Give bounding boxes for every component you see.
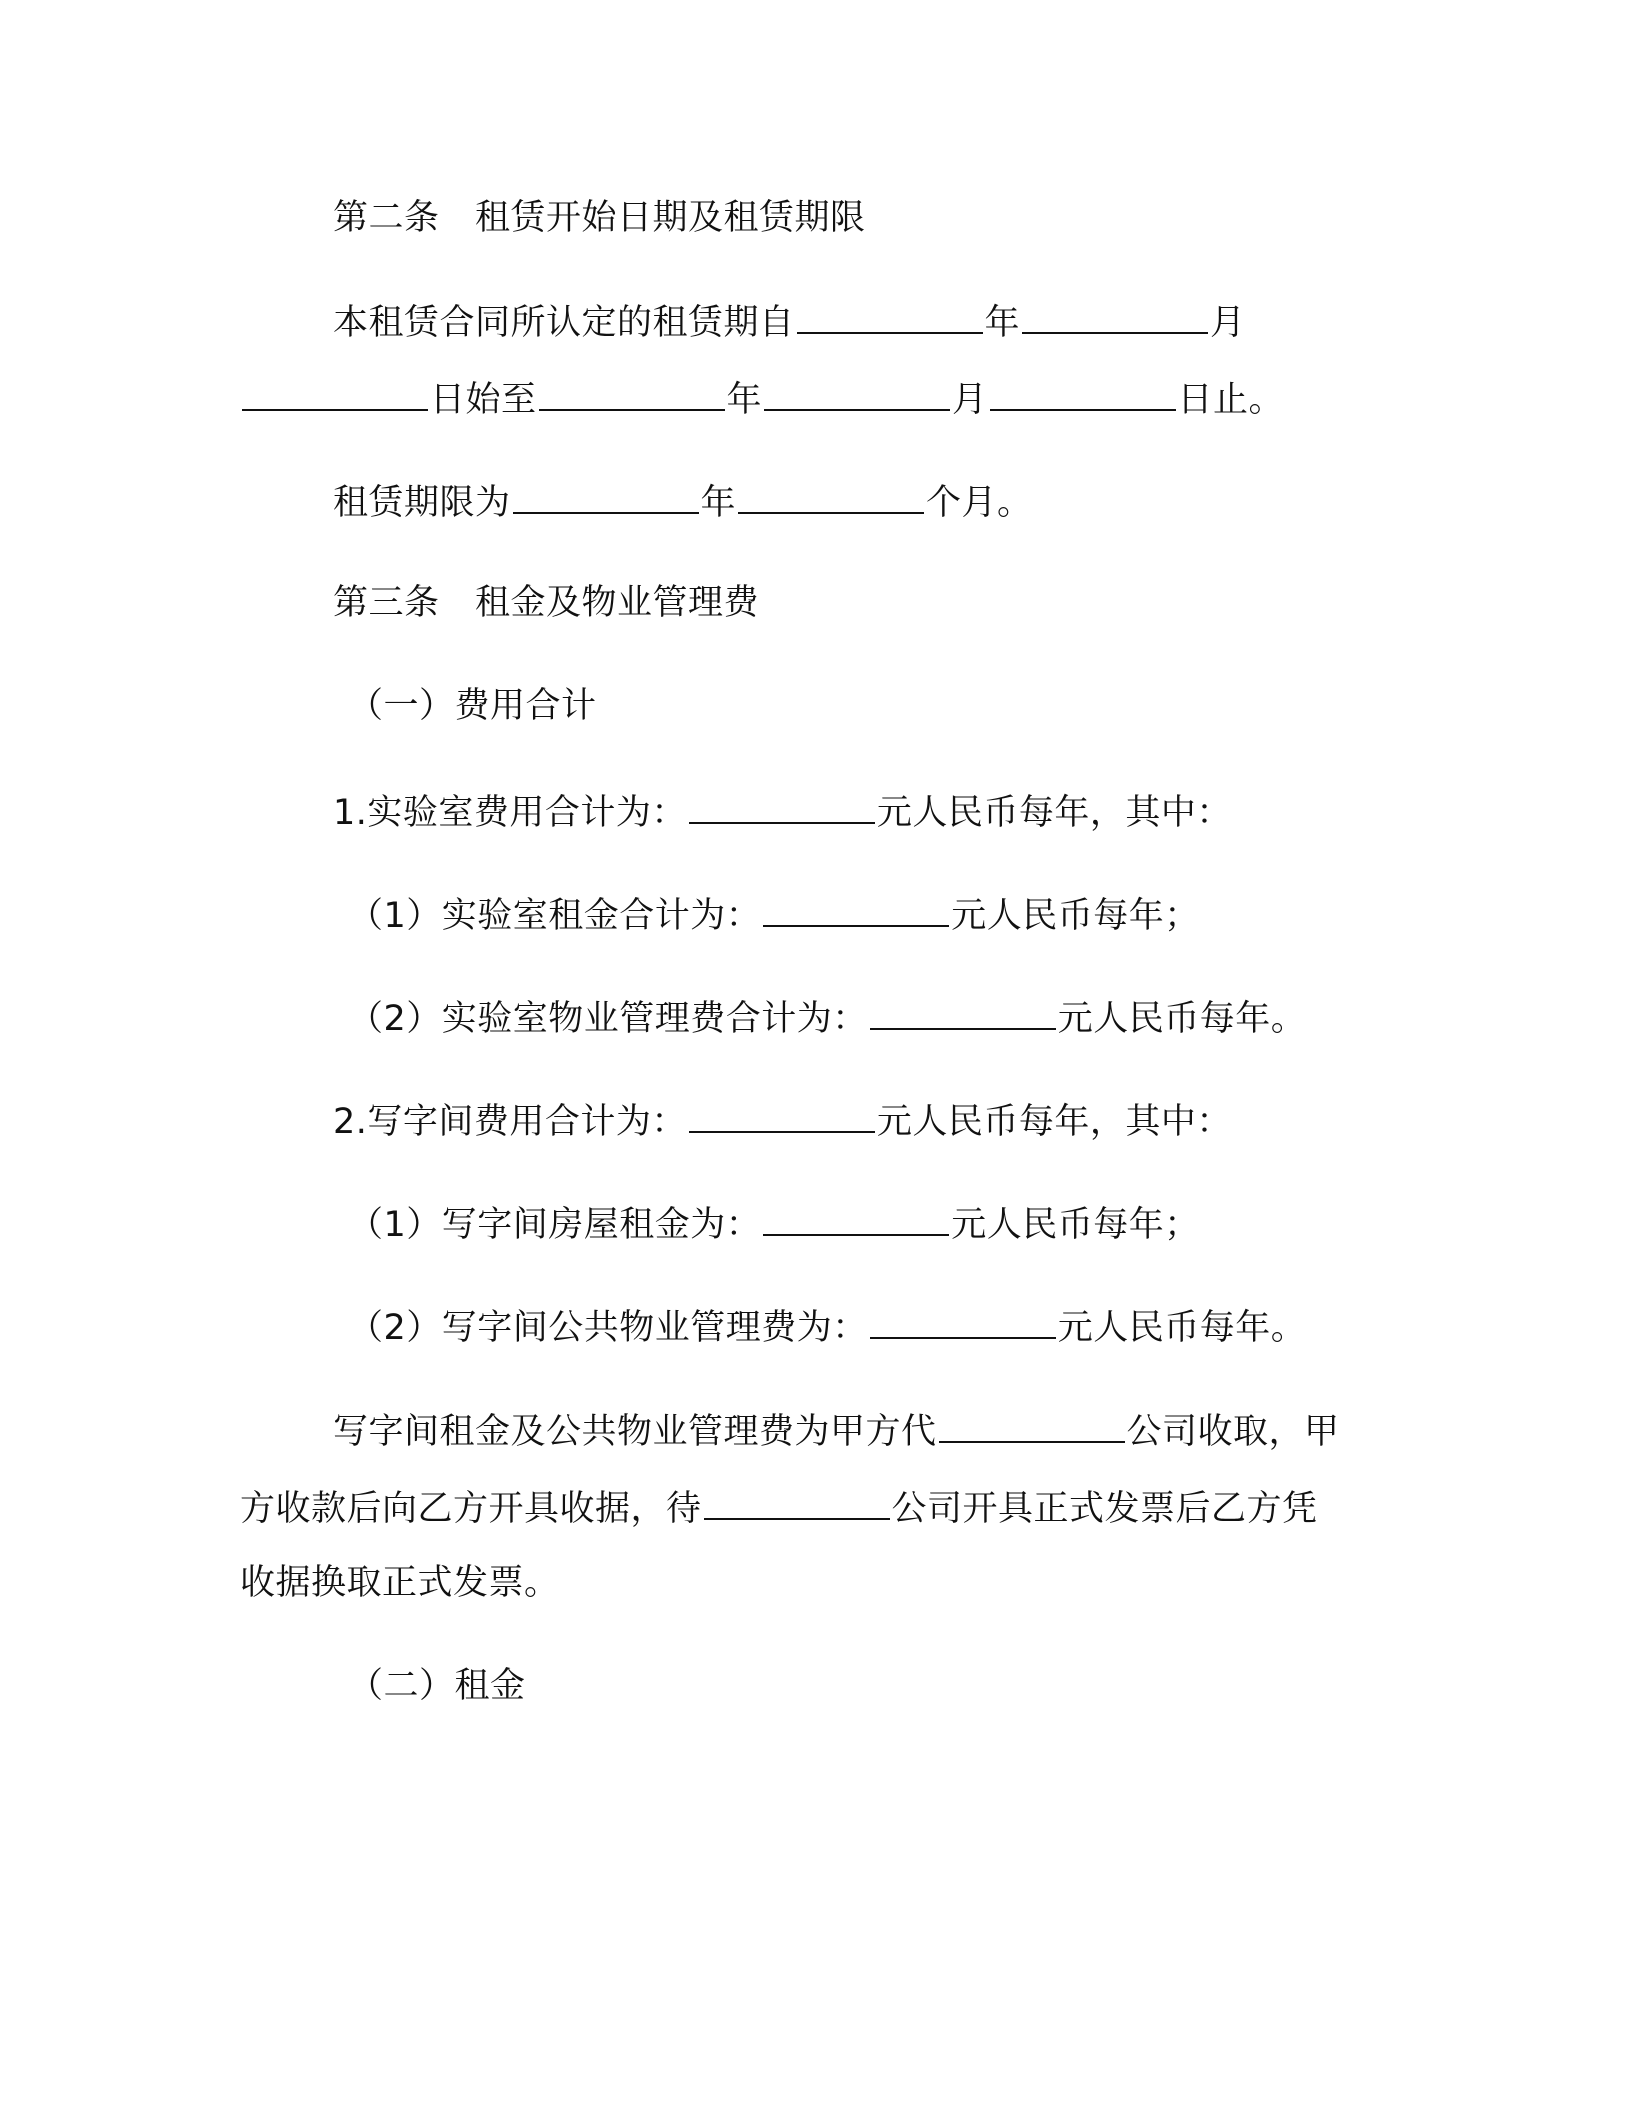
end-year-blank[interactable] <box>539 373 725 411</box>
start-month-blank[interactable] <box>1022 296 1208 334</box>
office-mgmt-line: （2）写字间公共物业管理费为： 元人民币每年。 <box>348 1301 1306 1352</box>
invoicing-company-blank[interactable] <box>704 1482 890 1520</box>
collection-line2: 方收款后向乙方开具收据，待 公司开具正式发票后乙方凭 <box>240 1482 1318 1533</box>
end-month-blank[interactable] <box>764 373 950 411</box>
article2-heading: 第二条 租赁开始日期及租赁期限 <box>333 198 866 238</box>
lab-rent-line: （1）实验室租金合计为： 元人民币每年； <box>348 889 1200 940</box>
lab-rent-blank[interactable] <box>763 889 949 927</box>
term-months-blank[interactable] <box>738 476 924 514</box>
collecting-company-blank[interactable] <box>939 1405 1125 1443</box>
subsection1-title: （一）费用合计 <box>348 686 597 726</box>
lab-mgmt-line: （2）实验室物业管理费合计为： 元人民币每年。 <box>348 992 1306 1043</box>
start-day-blank[interactable] <box>242 373 428 411</box>
start-year-blank[interactable] <box>797 296 983 334</box>
subsection2-title: （二）租金 <box>348 1666 526 1706</box>
lease-period-line1: 本租赁合同所认定的租赁期自 年 月 <box>333 296 1246 347</box>
lab-total-blank[interactable] <box>689 786 875 824</box>
office-total-line: 2.写字间费用合计为： 元人民币每年，其中： <box>333 1095 1232 1146</box>
lease-term-line: 租赁期限为 年 个月。 <box>333 476 1033 527</box>
office-rent-blank[interactable] <box>763 1198 949 1236</box>
lab-mgmt-blank[interactable] <box>870 992 1056 1030</box>
office-mgmt-blank[interactable] <box>870 1301 1056 1339</box>
office-rent-line: （1）写字间房屋租金为： 元人民币每年； <box>348 1198 1200 1249</box>
office-total-blank[interactable] <box>689 1095 875 1133</box>
lab-total-line: 1.实验室费用合计为： 元人民币每年，其中： <box>333 786 1232 837</box>
lease-period-line2: 日始至 年 月 日止。 <box>240 373 1284 424</box>
collection-line3: 收据换取正式发票。 <box>240 1563 560 1603</box>
term-years-blank[interactable] <box>513 476 699 514</box>
collection-line1: 写字间租金及公共物业管理费为甲方代 公司收取，甲 <box>333 1405 1340 1456</box>
article3-heading: 第三条 租金及物业管理费 <box>333 583 760 623</box>
end-day-blank[interactable] <box>990 373 1176 411</box>
